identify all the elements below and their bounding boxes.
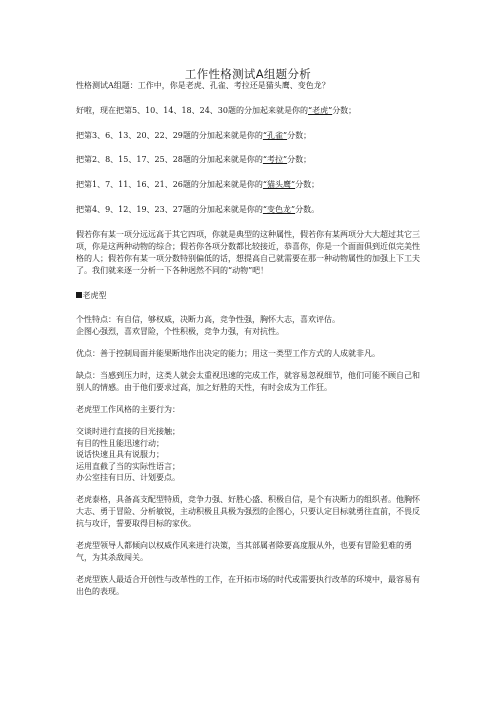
list-item: 说话快速且具有说服力；: [76, 450, 164, 460]
list-item: 交谈时进行直接的目光接触；: [76, 427, 180, 437]
scoring-line-tiger: 好啦，现在把第5、10、14、18、24、30题的分加起来就是你的“老虎”分数；: [76, 105, 357, 115]
work-style-heading: 老虎型工作风格的主要行为：: [76, 405, 180, 415]
explanation-paragraph: 假若你有某一项分远远高于其它四项，你就是典型的这种属性，假若你有某两项分大大超过其它三项，你是这两种动物的综合；假若你各项分数都比较接近，恭喜你，你是一个面面俱到近似完美性格的人；假若你有某一项分数特别偏低的话，想提高自己就需要在那一种动物属性的加强上下工夫了。我们就来逐一分析一下各种迥然不同的“动物”吧！: [76, 229, 420, 275]
scoring-line-owl: 把第1、7、11、16、21、26题的分加起来就是你的“猫头鹰”分数；: [76, 180, 320, 190]
traits-line: 企图心强烈，喜欢冒险，个性积极，竞争力强，有对抗性。: [76, 327, 284, 337]
animal-label: “变色龙”: [262, 204, 296, 214]
square-bullet-icon: [76, 292, 82, 298]
work-style-list: [76, 426, 421, 484]
animal-label: “考拉”: [262, 155, 288, 165]
page-title: 工作性格测试A组题分析: [184, 67, 312, 81]
body-paragraph: 老虎型领导人都倾向以权威作风来进行决策，当其部属者除要高度服从外，也要有冒险犯难的勇气，为其杀敌闯关。: [76, 540, 412, 562]
weaknesses-paragraph: 缺点：当感到压力时，这类人就会太重视迅速的完成工作，就容易忽视细节，他们可能不顾自己和别人的情感。由于他们要求过高，加之好胜的天性，有时会成为工作狂。: [76, 371, 420, 393]
list-item: 办公室挂有日历、计划要点。: [76, 473, 180, 483]
scoring-line-koala: 把第2、8、15、17、25、28题的分加起来就是你的“考拉”分数；: [76, 155, 312, 165]
document-body: [76, 80, 421, 598]
animal-label: “孔雀”: [262, 130, 288, 140]
body-paragraph: 老虎泰格，具备高支配型特质，竞争力强、好胜心盛、积极自信，是个有决断力的组织者。他胸怀大志、勇于冒险、分析敏锐，主动积极且具极为强烈的企图心，只要认定目标就勇往直前，不畏反抗与攻讦，誓要取得目标的家伙。: [76, 494, 420, 528]
scoring-line-peacock: 把第3、6、13、20、22、29题的分加起来就是你的“孔雀”分数；: [76, 130, 312, 140]
section-heading: 老虎型: [76, 290, 421, 302]
body-paragraph: 老虎型族人最适合开创性与改革性的工作，在开拓市场的时代或需要执行改革的环境中，最容易有出色的表现。: [76, 574, 420, 596]
intro-line: 性格测试A组题：工作中，你是老虎、孔雀、考拉还是猫头鹰、变色龙？: [76, 81, 330, 90]
list-item: 运用直截了当的实际性语言；: [76, 461, 180, 471]
list-item: 有目的性且能迅速行动；: [76, 438, 164, 448]
animal-label: “猫头鹰”: [262, 180, 296, 190]
strengths-paragraph: 优点：善于控制局面并能果断地作出决定的能力；用这一类型工作方式的人成就非凡。: [76, 349, 380, 359]
animal-label: “老虎”: [308, 105, 333, 115]
traits-line: 个性特点：有自信，够权威，决断力高，竞争性强，胸怀大志，喜欢评估。: [76, 315, 340, 325]
scoring-line-chameleon: 把第4、9、12、19、23、27题的分加起来就是你的“变色龙”分数。: [76, 204, 320, 214]
